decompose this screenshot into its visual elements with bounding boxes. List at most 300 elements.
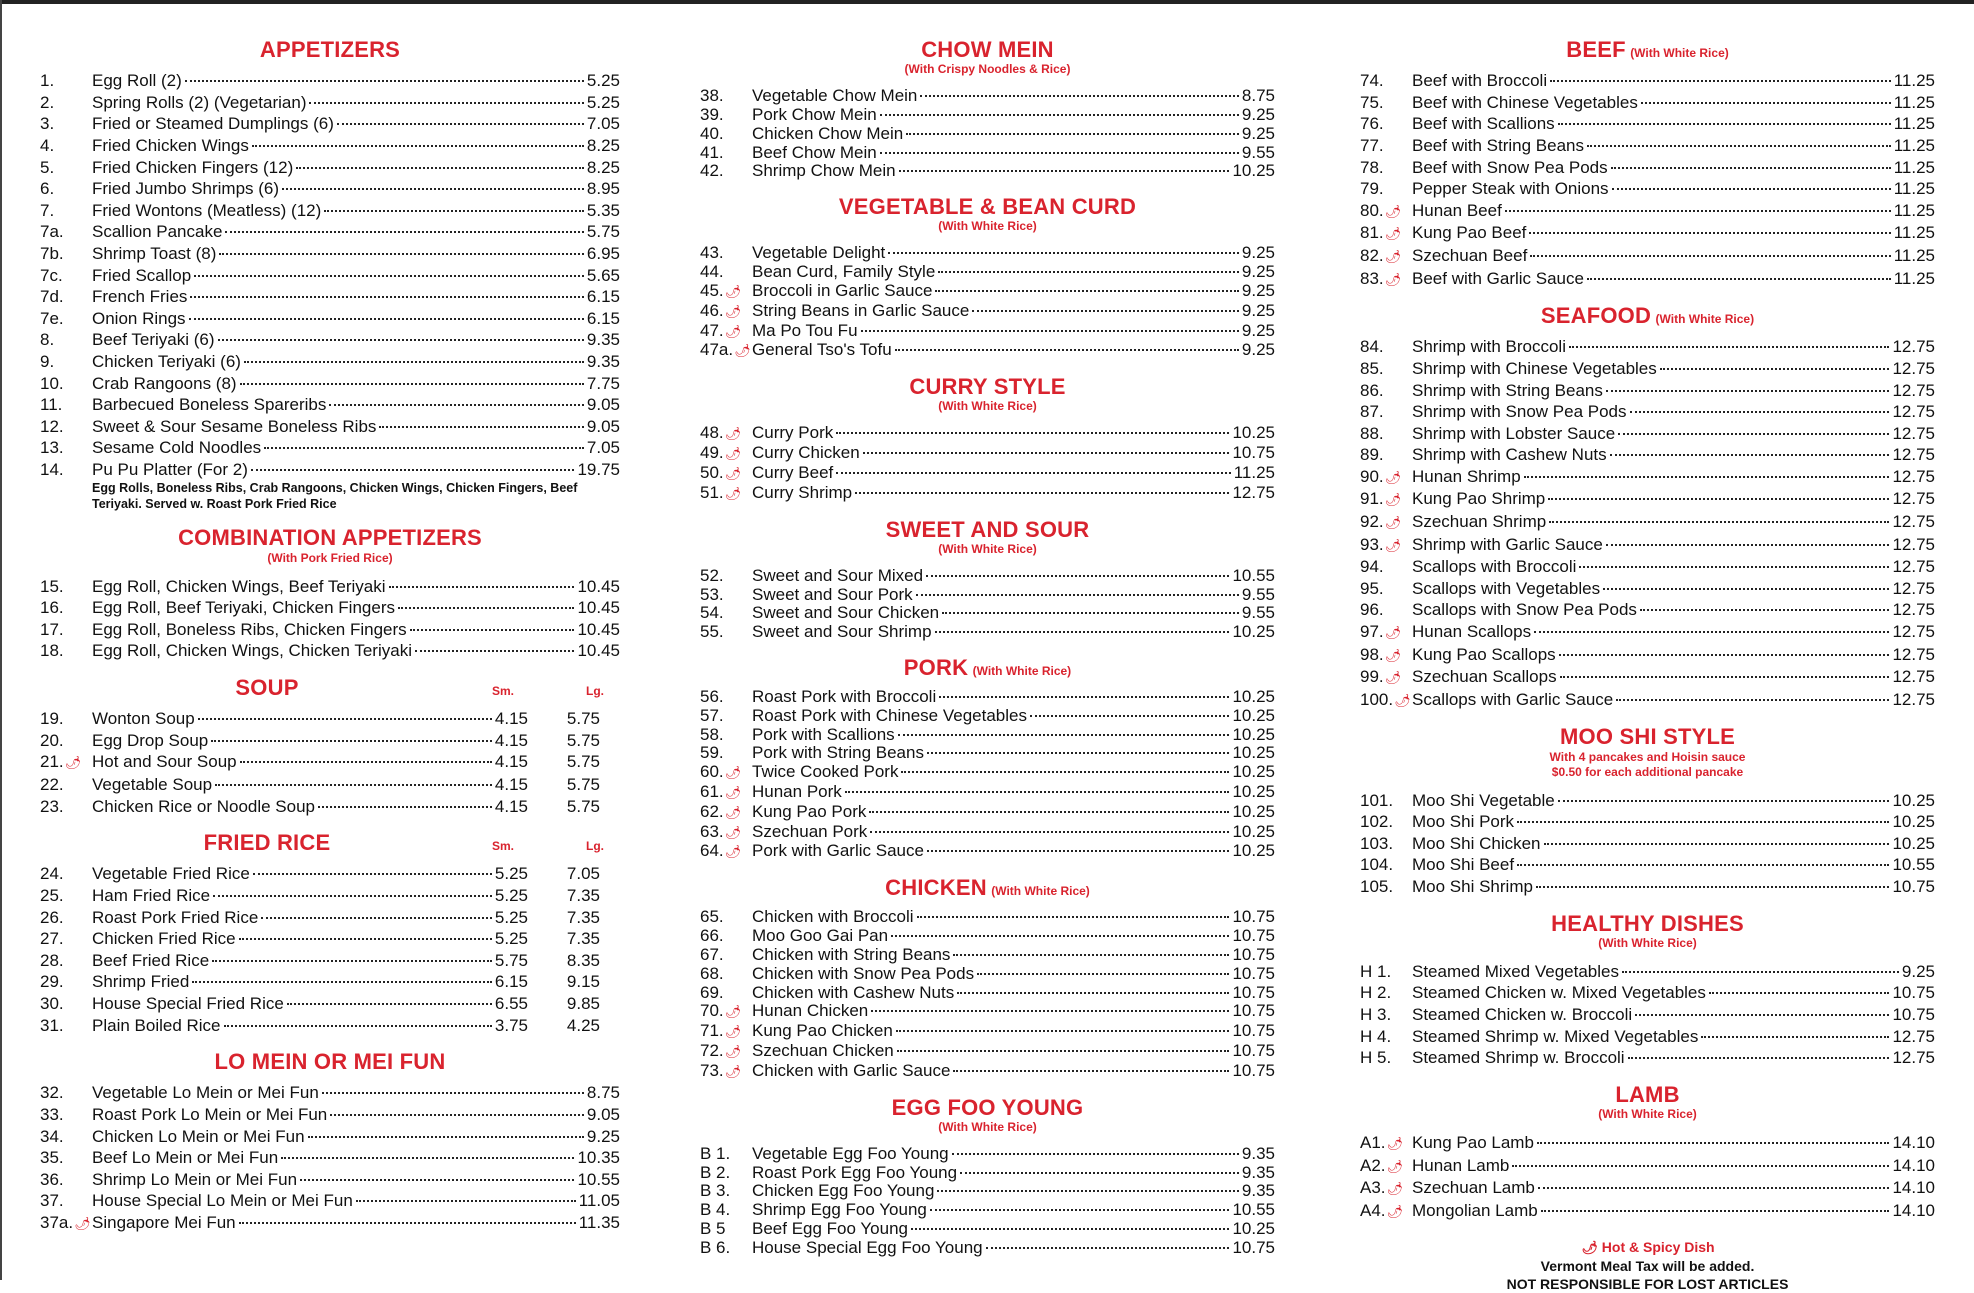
item-number	[40, 640, 92, 662]
dot-leader	[898, 734, 1230, 736]
item-price-small: 5.75	[494, 950, 528, 970]
item-number	[40, 200, 92, 222]
dot-leader	[836, 432, 1229, 434]
item-number	[1360, 245, 1412, 268]
item-list	[40, 70, 620, 480]
item-price: 12.75	[1892, 358, 1935, 378]
item-price-small: 5.25	[494, 929, 528, 949]
item-price-small: 4.15	[494, 730, 528, 750]
item-name: Scallops with Broccoli	[1412, 557, 1577, 577]
dot-leader	[252, 145, 584, 147]
item-price: 12.75	[1892, 489, 1935, 509]
item-name: Curry Pork	[752, 423, 834, 443]
section-note: (With White Rice)	[972, 663, 1072, 678]
menu-item	[1360, 336, 1935, 358]
section-subtitle: (With Crispy Noodles & Rice)	[904, 62, 1071, 77]
item-name: Sweet & Sour Sesame Boneless Ribs	[92, 416, 377, 436]
menu-item	[1360, 961, 1935, 983]
pepper-icon: 🌶	[1386, 1181, 1404, 1197]
item-name: Curry Beef	[752, 462, 834, 482]
menu-item	[700, 464, 1275, 484]
menu-item	[40, 1169, 620, 1191]
dot-leader	[960, 1172, 1239, 1174]
item-number-text: 2.	[40, 92, 55, 112]
section-title: BEEF	[1566, 37, 1626, 62]
dot-leader	[337, 123, 584, 125]
menu-footer	[1360, 1238, 1935, 1293]
item-number	[700, 842, 752, 862]
item-number-text: 30.	[40, 993, 64, 1013]
dot-leader	[1505, 210, 1891, 212]
menu-item	[700, 586, 1275, 605]
item-number-text: 85.	[1360, 358, 1384, 378]
dot-leader	[282, 188, 584, 190]
menu-item	[40, 373, 620, 395]
item-price: 9.05	[586, 1104, 620, 1124]
item-price: 12.75	[1892, 622, 1935, 642]
dot-leader	[880, 152, 1239, 154]
item-number-text: B 6.	[700, 1237, 731, 1257]
item-number	[1360, 961, 1412, 983]
section-header	[700, 656, 1275, 680]
menu-item	[40, 885, 620, 907]
dot-leader	[318, 806, 492, 808]
item-price: 12.75	[1892, 1048, 1935, 1068]
item-price: 10.25	[1232, 622, 1275, 642]
dot-leader	[986, 1247, 1230, 1249]
item-name: Sweet and Sour Pork	[752, 584, 913, 604]
section-title: LAMB	[1615, 1081, 1680, 1107]
menu-item	[700, 125, 1275, 144]
menu-item	[700, 87, 1275, 106]
item-number	[40, 351, 92, 373]
item-number-text: 33.	[40, 1104, 64, 1124]
item-number-text: A2.	[1360, 1155, 1386, 1175]
menu-item	[1360, 401, 1935, 423]
menu-item	[700, 763, 1275, 783]
item-number	[40, 796, 92, 818]
item-number	[700, 707, 752, 726]
dot-leader	[219, 253, 584, 255]
item-price: 10.25	[1892, 790, 1935, 810]
menu-item	[40, 971, 620, 993]
menu-section-moo-shi-style	[1360, 725, 1935, 897]
item-list	[40, 576, 620, 662]
item-number-text: 97.	[1360, 622, 1384, 642]
item-price: 10.25	[1892, 812, 1935, 832]
menu-item	[40, 950, 620, 972]
item-price: 10.75	[1892, 876, 1935, 896]
item-name: Chicken with Snow Pea Pods	[752, 963, 975, 983]
item-price: 9.25	[1241, 243, 1275, 263]
dot-leader	[244, 361, 584, 363]
item-name: Beef with Snow Pea Pods	[1412, 157, 1608, 177]
item-price: 10.75	[1232, 926, 1275, 946]
item-price: 11.25	[1893, 135, 1935, 155]
item-number-text: 4.	[40, 135, 55, 155]
dot-leader	[1611, 167, 1891, 169]
item-price: 11.25	[1893, 92, 1935, 112]
menu-item	[700, 1062, 1275, 1082]
dot-leader	[296, 167, 584, 169]
item-price: 9.25	[1241, 340, 1275, 360]
section-header	[1360, 912, 1935, 951]
item-name: Roast Pork Fried Rice	[92, 907, 259, 927]
menu-section-egg-foo-young	[700, 1096, 1275, 1258]
menu-item	[700, 282, 1275, 302]
item-number-text: A3.	[1360, 1178, 1386, 1198]
menu-item	[1360, 70, 1935, 92]
item-name: Shrimp with String Beans	[1412, 380, 1603, 400]
item-number-text: 89.	[1360, 445, 1384, 465]
item-name: Beef Chow Mein	[752, 142, 877, 162]
item-number-text: 81.	[1360, 223, 1384, 243]
item-price: 9.35	[586, 330, 620, 350]
item-price: 14.10	[1892, 1155, 1935, 1175]
dot-leader	[869, 811, 1229, 813]
item-name: Chicken Fried Rice	[92, 929, 236, 949]
item-name: Curry Chicken	[752, 443, 860, 463]
dot-leader	[194, 275, 584, 277]
dot-leader	[1603, 588, 1889, 590]
item-list	[700, 87, 1275, 181]
item-number-text: 43.	[700, 243, 724, 263]
menu-item	[700, 341, 1275, 361]
dot-leader	[930, 1209, 1230, 1211]
dot-leader	[240, 383, 584, 385]
section-header	[700, 195, 1275, 234]
item-price-small: 6.15	[494, 972, 528, 992]
dot-leader	[855, 492, 1229, 494]
dot-leader	[410, 629, 575, 631]
item-price-large: 7.35	[566, 929, 600, 949]
item-price: 10.55	[577, 1169, 620, 1189]
dot-leader	[1548, 498, 1889, 500]
menu-item	[1360, 1026, 1935, 1048]
menu-item	[700, 106, 1275, 125]
item-number-text: 29.	[40, 972, 64, 992]
dot-leader	[1709, 992, 1890, 994]
item-price: 11.35	[578, 1212, 620, 1232]
item-price: 11.25	[1893, 71, 1935, 91]
menu-item	[40, 796, 620, 818]
menu-section-sweet-and-sour	[700, 518, 1275, 642]
item-number-text: 75.	[1360, 92, 1384, 112]
item-name: Moo Shi Beef	[1412, 855, 1515, 875]
menu-item	[700, 484, 1275, 504]
item-number	[40, 265, 92, 287]
item-name: House Special Fried Rice	[92, 993, 284, 1013]
item-number	[40, 113, 92, 135]
item-price: 10.75	[1232, 963, 1275, 983]
dot-leader	[1537, 1142, 1890, 1144]
menu-item	[40, 640, 620, 662]
menu-item	[40, 730, 620, 752]
item-price: 11.25	[1233, 462, 1275, 482]
item-price: 10.25	[1232, 821, 1275, 841]
item-number	[40, 1126, 92, 1148]
item-price: 10.75	[1232, 982, 1275, 1002]
menu-item	[1360, 1200, 1935, 1223]
dot-leader	[1579, 566, 1889, 568]
item-number-text: B 3.	[700, 1181, 731, 1201]
item-number-text: 53.	[700, 584, 724, 604]
item-name: Spring Rolls (2) (Vegetarian)	[92, 92, 307, 112]
dot-leader	[1524, 476, 1890, 478]
item-number	[700, 424, 752, 444]
item-price: 7.05	[586, 114, 620, 134]
dot-leader	[415, 650, 574, 652]
item-price: 6.15	[586, 308, 620, 328]
item-number-text: 41.	[700, 142, 724, 162]
dot-leader	[1606, 390, 1890, 392]
item-name: Vegetable Soup	[92, 775, 213, 794]
item-number	[40, 576, 92, 598]
item-number	[700, 688, 752, 707]
item-number	[1360, 982, 1412, 1004]
menu-item	[700, 984, 1275, 1003]
menu-item	[1360, 876, 1935, 898]
item-number	[1360, 466, 1412, 489]
dot-leader	[1640, 609, 1890, 611]
menu-item	[700, 946, 1275, 965]
dot-leader	[1030, 715, 1229, 717]
item-number	[1360, 1004, 1412, 1026]
dot-leader	[1610, 454, 1890, 456]
dot-leader	[379, 426, 583, 428]
dot-leader	[1550, 80, 1891, 82]
menu-item	[700, 927, 1275, 946]
item-name: Fried Chicken Fingers (12)	[92, 157, 294, 177]
item-name: Wonton Soup	[92, 709, 195, 729]
item-price: 12.75	[1892, 512, 1935, 532]
menu-item	[1360, 488, 1935, 511]
item-price: 9.55	[1241, 584, 1275, 604]
item-number-text: 105.	[1360, 876, 1394, 896]
item-number-text: 7d.	[40, 287, 64, 307]
item-number-text: 59.	[700, 743, 724, 763]
item-number-text: 66.	[700, 926, 724, 946]
item-name: Beef with String Beans	[1412, 135, 1584, 155]
item-name: Sweet and Sour Mixed	[752, 565, 924, 585]
pepper-icon: 🌶	[724, 765, 742, 781]
item-price-large: 5.75	[566, 709, 600, 729]
item-number	[700, 1002, 752, 1022]
menu-item	[40, 928, 620, 950]
item-number	[700, 106, 752, 125]
item-name: Chicken Lo Mein or Mei Fun	[92, 1126, 305, 1146]
item-number	[700, 927, 752, 946]
item-price: 10.25	[1232, 705, 1275, 725]
menu-item	[40, 437, 620, 459]
dot-leader	[330, 1114, 584, 1116]
item-number	[700, 965, 752, 984]
dot-leader	[198, 718, 492, 720]
menu-section-soup	[40, 676, 620, 817]
menu-item	[40, 200, 620, 222]
menu-column-right	[1360, 38, 1935, 1293]
item-price: 5.65	[586, 265, 620, 285]
item-number-text: 62.	[700, 801, 724, 821]
item-name: Ma Po Tou Fu	[752, 320, 858, 340]
item-name: Steamed Shrimp w. Mixed Vegetables	[1412, 1026, 1699, 1046]
pepper-icon: 🌶	[1384, 515, 1402, 531]
menu-item	[40, 619, 620, 641]
item-price: 10.25	[1232, 724, 1275, 744]
item-number-text: H 4.	[1360, 1026, 1392, 1046]
item-number	[700, 1164, 752, 1183]
item-number	[1360, 135, 1412, 157]
dot-leader	[212, 960, 492, 962]
menu-item	[40, 907, 620, 929]
item-price: 10.35	[577, 1148, 620, 1168]
item-name: Shrimp Lo Mein or Mei Fun	[92, 1169, 298, 1189]
item-number-text: 48.	[700, 423, 724, 443]
dot-leader	[1559, 654, 1890, 656]
item-name: Kung Pao Beef	[1412, 223, 1527, 243]
item-name: Hot and Sour Soup	[92, 752, 237, 772]
item-price: 11.25	[1893, 223, 1935, 243]
item-name: Shrimp Chow Mein	[752, 161, 896, 181]
item-name: Sweet and Sour Shrimp	[752, 622, 932, 642]
item-number-text: 65.	[700, 907, 724, 927]
section-header	[40, 38, 620, 62]
item-number	[1360, 534, 1412, 557]
section-title: SWEET AND SOUR	[885, 516, 1090, 542]
menu-section-vegetable-bean-curd	[700, 195, 1275, 361]
section-title: HEALTHY DISHES	[1551, 910, 1744, 936]
item-name: Barbecued Boneless Spareribs	[92, 395, 327, 415]
dot-leader	[897, 1050, 1230, 1052]
item-price: 10.25	[1232, 762, 1275, 782]
item-price: 10.25	[1232, 743, 1275, 763]
item-number-text: 7e.	[40, 308, 64, 328]
item-list	[700, 244, 1275, 361]
item-price: 11.25	[1893, 179, 1935, 199]
item-number-text: H 2.	[1360, 983, 1392, 1003]
item-number-text: 99.	[1360, 667, 1384, 687]
item-number	[40, 394, 92, 416]
item-number-text: 77.	[1360, 135, 1384, 155]
dot-leader	[225, 231, 583, 233]
item-price: 9.55	[1241, 603, 1275, 623]
item-number	[1360, 92, 1412, 114]
item-price-large: 9.15	[566, 972, 600, 992]
item-number	[1360, 358, 1412, 380]
menu-item	[1360, 534, 1935, 557]
item-price-large: 9.85	[566, 993, 600, 1013]
item-price-large: 4.25	[566, 1015, 600, 1035]
item-price: 9.05	[586, 395, 620, 415]
item-number-text: 14.	[40, 459, 64, 479]
item-number	[700, 263, 752, 282]
pepper-icon: 🌶	[724, 426, 742, 442]
item-number	[700, 567, 752, 586]
item-price: 12.75	[1892, 423, 1935, 443]
section-title: MOO SHI STYLE	[1560, 724, 1735, 750]
item-price: 12.75	[1892, 557, 1935, 577]
menu-item	[700, 162, 1275, 181]
item-number	[1360, 854, 1412, 876]
menu-section-lo-mein-or-mei-fun	[40, 1050, 620, 1234]
item-number-text: 12.	[40, 416, 64, 436]
item-name: Shrimp with Chinese Vegetables	[1412, 358, 1657, 378]
item-price: 9.35	[1241, 1181, 1275, 1201]
dot-leader	[845, 791, 1230, 793]
dot-leader	[224, 1025, 492, 1027]
item-number	[40, 416, 92, 438]
item-number	[40, 157, 92, 179]
item-number	[1360, 511, 1412, 534]
section-header	[700, 876, 1275, 900]
item-name: Roast Pork Egg Foo Young	[752, 1162, 958, 1182]
menu-item	[700, 688, 1275, 707]
item-name: Szechuan Lamb	[1412, 1178, 1535, 1198]
item-number-text: 7c.	[40, 265, 63, 285]
item-name: Steamed Chicken w. Mixed Vegetables	[1412, 983, 1706, 1003]
item-price-small: 4.15	[494, 775, 528, 794]
item-name: Egg Roll, Chicken Wings, Chicken Teriyaki	[92, 641, 412, 661]
item-name: Kung Pao Pork	[752, 801, 867, 821]
item-number-text: 93.	[1360, 534, 1384, 554]
item-name: Szechuan Shrimp	[1412, 512, 1547, 532]
menu-item	[40, 1190, 620, 1212]
dot-leader	[1701, 1036, 1889, 1038]
item-name: Beef with Chinese Vegetables	[1412, 92, 1638, 112]
menu-item	[40, 265, 620, 287]
menu-item	[40, 459, 620, 481]
menu-section-chow-mein	[700, 38, 1275, 181]
item-price: 7.75	[586, 373, 620, 393]
item-number-text: 20.	[40, 730, 64, 750]
item-price: 10.75	[1232, 1001, 1275, 1021]
item-number	[700, 744, 752, 763]
item-number-text: 91.	[1360, 489, 1384, 509]
item-number-text: 18.	[40, 641, 64, 661]
item-number	[700, 341, 752, 361]
dot-leader	[1544, 843, 1890, 845]
item-price: 9.25	[586, 1126, 620, 1146]
item-number	[700, 1239, 752, 1258]
menu-item	[40, 70, 620, 92]
item-price: 12.75	[1232, 482, 1275, 502]
dot-leader	[895, 349, 1239, 351]
item-price: 9.35	[586, 351, 620, 371]
dot-leader	[896, 1030, 1230, 1032]
item-number	[700, 322, 752, 342]
item-name: Pork Chow Mein	[752, 104, 877, 124]
item-number	[1360, 644, 1412, 667]
dot-leader	[926, 575, 1229, 577]
menu-item	[1360, 200, 1935, 223]
menu-item	[1360, 222, 1935, 245]
section-title: PORK	[903, 654, 969, 680]
dot-leader	[861, 330, 1239, 332]
dot-leader	[920, 95, 1239, 97]
pepper-icon: 🌶	[724, 804, 742, 820]
dot-leader	[939, 696, 1229, 698]
item-number-text: 34.	[40, 1126, 64, 1146]
item-number	[1360, 178, 1412, 200]
item-number	[40, 308, 92, 330]
dot-leader	[1660, 368, 1890, 370]
item-number	[700, 1062, 752, 1082]
size-label-small: Sm.	[491, 684, 514, 699]
item-number	[40, 907, 92, 929]
item-price: 5.75	[586, 222, 620, 242]
item-name: French Fries	[92, 287, 188, 307]
item-number	[700, 726, 752, 745]
